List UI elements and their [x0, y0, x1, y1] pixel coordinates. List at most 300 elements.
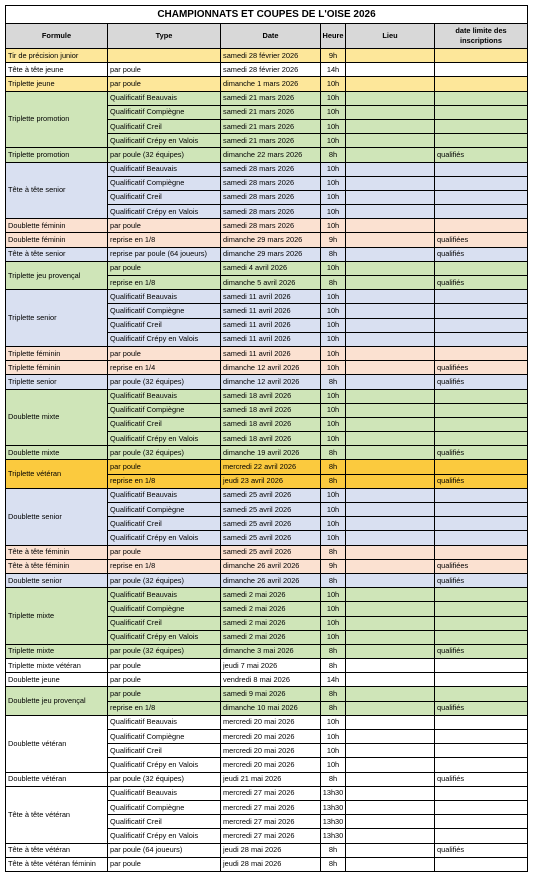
cell-date-limite: qualifiés — [435, 843, 528, 857]
cell-date-limite — [435, 290, 528, 304]
cell-date: samedi 9 mai 2026 — [221, 687, 321, 701]
cell-type: Qualificatif Crépy en Valois — [108, 205, 221, 219]
cell-type: Qualificatif Beauvais — [108, 786, 221, 800]
header-date-limite: date limite des inscriptions — [435, 24, 528, 49]
cell-date: dimanche 12 avril 2026 — [221, 361, 321, 375]
cell-heure: 8h — [321, 375, 346, 389]
cell-type: Qualificatif Compiègne — [108, 800, 221, 814]
cell-date: samedi 25 avril 2026 — [221, 531, 321, 545]
cell-lieu — [346, 389, 435, 403]
cell-lieu — [346, 772, 435, 786]
cell-heure: 10h — [321, 758, 346, 772]
cell-date: jeudi 7 mai 2026 — [221, 659, 321, 673]
cell-type: par poule (64 joueurs) — [108, 843, 221, 857]
cell-type: Qualificatif Beauvais — [108, 588, 221, 602]
cell-heure: 8h — [321, 687, 346, 701]
cell-heure: 10h — [321, 219, 346, 233]
table-row — [6, 588, 528, 602]
cell-lieu — [346, 332, 435, 346]
cell-type: par poule — [108, 687, 221, 701]
cell-heure: 10h — [321, 389, 346, 403]
cell-date: jeudi 23 avril 2026 — [221, 474, 321, 488]
table-row — [6, 573, 528, 587]
cell-formule: Triplette promotion — [6, 148, 108, 162]
cell-date-limite — [435, 857, 528, 871]
table-row — [6, 162, 528, 176]
cell-date-limite — [435, 162, 528, 176]
cell-type: reprise en 1/8 — [108, 233, 221, 247]
cell-date-limite — [435, 815, 528, 829]
cell-date: samedi 11 avril 2026 — [221, 304, 321, 318]
cell-type: Qualificatif Compiègne — [108, 503, 221, 517]
cell-date: mercredi 27 mai 2026 — [221, 786, 321, 800]
cell-type: Qualificatif Beauvais — [108, 290, 221, 304]
cell-type: par poule — [108, 219, 221, 233]
cell-type: par poule — [108, 63, 221, 77]
cell-date-limite — [435, 261, 528, 275]
cell-heure: 10h — [321, 744, 346, 758]
cell-lieu — [346, 843, 435, 857]
cell-heure: 9h — [321, 233, 346, 247]
cell-date: jeudi 28 mai 2026 — [221, 843, 321, 857]
cell-type: par poule — [108, 857, 221, 871]
cell-date-limite — [435, 800, 528, 814]
cell-type: par poule — [108, 77, 221, 91]
table-row — [6, 446, 528, 460]
cell-formule: Doublette féminin — [6, 219, 108, 233]
cell-type: Qualificatif Creil — [108, 119, 221, 133]
cell-lieu — [346, 758, 435, 772]
table-row — [6, 673, 528, 687]
cell-formule: Triplette féminin — [6, 361, 108, 375]
cell-formule: Doublette senior — [6, 488, 108, 545]
cell-formule: Tête à tête vétéran — [6, 786, 108, 843]
cell-date-limite: qualifiés — [435, 573, 528, 587]
table-row — [6, 233, 528, 247]
table-row — [6, 290, 528, 304]
cell-type: Qualificatif Creil — [108, 744, 221, 758]
cell-lieu — [346, 644, 435, 658]
cell-date-limite — [435, 517, 528, 531]
cell-lieu — [346, 105, 435, 119]
cell-date: samedi 28 mars 2026 — [221, 205, 321, 219]
cell-type: Qualificatif Crépy en Valois — [108, 332, 221, 346]
cell-heure: 10h — [321, 602, 346, 616]
cell-heure: 10h — [321, 503, 346, 517]
cell-date-limite — [435, 602, 528, 616]
cell-lieu — [346, 559, 435, 573]
cell-heure: 10h — [321, 190, 346, 204]
cell-date-limite — [435, 346, 528, 360]
cell-date: samedi 21 mars 2026 — [221, 105, 321, 119]
table-row — [6, 63, 528, 77]
cell-lieu — [346, 460, 435, 474]
cell-heure: 8h — [321, 474, 346, 488]
cell-type: Qualificatif Compiègne — [108, 105, 221, 119]
cell-type: reprise en 1/8 — [108, 701, 221, 715]
header-lieu: Lieu — [346, 24, 435, 49]
cell-heure: 8h — [321, 276, 346, 290]
cell-lieu — [346, 49, 435, 63]
table-row — [6, 389, 528, 403]
cell-formule: Triplette jeu provençal — [6, 261, 108, 289]
cell-date-limite: qualifiés — [435, 148, 528, 162]
cell-date: samedi 25 avril 2026 — [221, 545, 321, 559]
cell-lieu — [346, 687, 435, 701]
cell-heure: 10h — [321, 361, 346, 375]
cell-date-limite — [435, 77, 528, 91]
cell-date-limite — [435, 616, 528, 630]
cell-heure: 10h — [321, 119, 346, 133]
cell-lieu — [346, 503, 435, 517]
cell-lieu — [346, 233, 435, 247]
cell-date: samedi 28 mars 2026 — [221, 190, 321, 204]
cell-date-limite — [435, 758, 528, 772]
cell-heure: 10h — [321, 290, 346, 304]
cell-date-limite — [435, 318, 528, 332]
cell-date-limite: qualifiés — [435, 446, 528, 460]
cell-type — [108, 49, 221, 63]
cell-lieu — [346, 659, 435, 673]
cell-date-limite — [435, 460, 528, 474]
cell-formule: Doublette jeu provençal — [6, 687, 108, 715]
cell-formule: Doublette féminin — [6, 233, 108, 247]
cell-lieu — [346, 588, 435, 602]
table-row — [6, 91, 528, 105]
championship-table — [5, 5, 528, 872]
cell-date-limite — [435, 219, 528, 233]
cell-date-limite — [435, 673, 528, 687]
cell-formule: Tête à tête vétéran féminin — [6, 857, 108, 871]
cell-lieu — [346, 744, 435, 758]
cell-formule: Tête à tête jeune — [6, 63, 108, 77]
cell-type: reprise en 1/8 — [108, 474, 221, 488]
cell-date-limite — [435, 432, 528, 446]
cell-type: Qualificatif Crépy en Valois — [108, 432, 221, 446]
cell-formule: Doublette mixte — [6, 446, 108, 460]
cell-heure: 14h — [321, 63, 346, 77]
cell-type: par poule — [108, 460, 221, 474]
cell-heure: 10h — [321, 105, 346, 119]
cell-date: dimanche 26 avril 2026 — [221, 573, 321, 587]
table-row — [6, 687, 528, 701]
cell-lieu — [346, 247, 435, 261]
cell-heure: 10h — [321, 730, 346, 744]
cell-lieu — [346, 616, 435, 630]
cell-date: dimanche 5 avril 2026 — [221, 276, 321, 290]
cell-date: samedi 11 avril 2026 — [221, 346, 321, 360]
cell-formule: Triplette promotion — [6, 91, 108, 148]
cell-formule: Triplette vétéran — [6, 460, 108, 488]
cell-heure: 8h — [321, 247, 346, 261]
table-row — [6, 361, 528, 375]
cell-heure: 10h — [321, 531, 346, 545]
table-row — [6, 772, 528, 786]
cell-date-limite — [435, 503, 528, 517]
cell-lieu — [346, 800, 435, 814]
cell-date: samedi 2 mai 2026 — [221, 616, 321, 630]
cell-date-limite — [435, 176, 528, 190]
cell-lieu — [346, 375, 435, 389]
table-body — [6, 49, 528, 872]
cell-heure: 9h — [321, 559, 346, 573]
cell-date: samedi 18 avril 2026 — [221, 389, 321, 403]
cell-date: dimanche 22 mars 2026 — [221, 148, 321, 162]
cell-type: Qualificatif Creil — [108, 517, 221, 531]
cell-lieu — [346, 857, 435, 871]
cell-type: Qualificatif Creil — [108, 417, 221, 431]
cell-date-limite — [435, 105, 528, 119]
cell-type: Qualificatif Beauvais — [108, 91, 221, 105]
cell-heure: 10h — [321, 91, 346, 105]
table-row — [6, 857, 528, 871]
cell-lieu — [346, 517, 435, 531]
cell-lieu — [346, 715, 435, 729]
table-row — [6, 843, 528, 857]
table-row — [6, 49, 528, 63]
cell-date: samedi 28 mars 2026 — [221, 176, 321, 190]
cell-heure: 8h — [321, 644, 346, 658]
cell-date-limite: qualifiés — [435, 772, 528, 786]
cell-date: samedi 28 mars 2026 — [221, 219, 321, 233]
cell-date: samedi 25 avril 2026 — [221, 517, 321, 531]
cell-lieu — [346, 219, 435, 233]
header-row — [6, 24, 528, 49]
cell-heure: 8h — [321, 446, 346, 460]
cell-heure: 10h — [321, 134, 346, 148]
cell-date: dimanche 19 avril 2026 — [221, 446, 321, 460]
cell-lieu — [346, 829, 435, 843]
cell-lieu — [346, 786, 435, 800]
cell-date: samedi 4 avril 2026 — [221, 261, 321, 275]
cell-heure: 10h — [321, 205, 346, 219]
cell-date-limite — [435, 687, 528, 701]
cell-date-limite — [435, 134, 528, 148]
cell-date-limite — [435, 531, 528, 545]
cell-date: samedi 21 mars 2026 — [221, 91, 321, 105]
cell-heure: 8h — [321, 460, 346, 474]
cell-heure: 10h — [321, 261, 346, 275]
table-row — [6, 545, 528, 559]
cell-date: mercredi 27 mai 2026 — [221, 815, 321, 829]
cell-heure: 10h — [321, 417, 346, 431]
cell-lieu — [346, 190, 435, 204]
cell-type: par poule (32 équipes) — [108, 446, 221, 460]
cell-lieu — [346, 602, 435, 616]
header-heure: Heure — [321, 24, 346, 49]
cell-date-limite — [435, 715, 528, 729]
cell-date: samedi 28 mars 2026 — [221, 162, 321, 176]
cell-date: samedi 2 mai 2026 — [221, 588, 321, 602]
cell-type: Qualificatif Compiègne — [108, 602, 221, 616]
cell-date: dimanche 3 mai 2026 — [221, 644, 321, 658]
cell-lieu — [346, 417, 435, 431]
cell-lieu — [346, 148, 435, 162]
cell-lieu — [346, 276, 435, 290]
cell-date-limite — [435, 63, 528, 77]
cell-date-limite: qualifiées — [435, 361, 528, 375]
cell-formule: Triplette mixte — [6, 644, 108, 658]
cell-date: samedi 2 mai 2026 — [221, 630, 321, 644]
cell-date-limite: qualifiées — [435, 559, 528, 573]
cell-date: dimanche 26 avril 2026 — [221, 559, 321, 573]
cell-heure: 14h — [321, 673, 346, 687]
cell-formule: Triplette senior — [6, 290, 108, 347]
cell-heure: 10h — [321, 318, 346, 332]
cell-date: samedi 11 avril 2026 — [221, 318, 321, 332]
cell-heure: 8h — [321, 772, 346, 786]
cell-heure: 10h — [321, 332, 346, 346]
cell-date: samedi 18 avril 2026 — [221, 403, 321, 417]
cell-date: samedi 21 mars 2026 — [221, 119, 321, 133]
cell-date-limite — [435, 829, 528, 843]
cell-heure: 10h — [321, 346, 346, 360]
cell-formule: Doublette mixte — [6, 389, 108, 446]
table-row — [6, 659, 528, 673]
cell-formule: Triplette mixte vétéran — [6, 659, 108, 673]
cell-heure: 10h — [321, 517, 346, 531]
cell-date-limite — [435, 545, 528, 559]
cell-lieu — [346, 573, 435, 587]
cell-lieu — [346, 730, 435, 744]
cell-type: Qualificatif Beauvais — [108, 162, 221, 176]
cell-date: samedi 21 mars 2026 — [221, 134, 321, 148]
cell-date-limite — [435, 744, 528, 758]
cell-type: Qualificatif Creil — [108, 815, 221, 829]
cell-heure: 8h — [321, 148, 346, 162]
cell-lieu — [346, 346, 435, 360]
cell-date-limite — [435, 49, 528, 63]
cell-heure: 10h — [321, 588, 346, 602]
table-row — [6, 375, 528, 389]
cell-heure: 8h — [321, 573, 346, 587]
cell-type: Qualificatif Crépy en Valois — [108, 829, 221, 843]
cell-lieu — [346, 432, 435, 446]
table-row — [6, 261, 528, 275]
cell-lieu — [346, 162, 435, 176]
cell-lieu — [346, 403, 435, 417]
cell-lieu — [346, 77, 435, 91]
cell-formule: Tête à tête féminin — [6, 559, 108, 573]
cell-date-limite — [435, 304, 528, 318]
table-row — [6, 247, 528, 261]
cell-heure: 8h — [321, 545, 346, 559]
cell-date: samedi 11 avril 2026 — [221, 290, 321, 304]
cell-formule: Tête à tête féminin — [6, 545, 108, 559]
cell-type: par poule — [108, 673, 221, 687]
cell-type: Qualificatif Crépy en Valois — [108, 630, 221, 644]
cell-heure: 13h30 — [321, 829, 346, 843]
cell-date-limite — [435, 91, 528, 105]
cell-date: dimanche 10 mai 2026 — [221, 701, 321, 715]
cell-date-limite — [435, 630, 528, 644]
cell-lieu — [346, 361, 435, 375]
table-row — [6, 77, 528, 91]
cell-date-limite — [435, 417, 528, 431]
cell-date: mercredi 20 mai 2026 — [221, 744, 321, 758]
cell-date: mercredi 27 mai 2026 — [221, 829, 321, 843]
cell-type: Qualificatif Crépy en Valois — [108, 134, 221, 148]
cell-lieu — [346, 673, 435, 687]
cell-lieu — [346, 91, 435, 105]
cell-formule: Triplette mixte — [6, 588, 108, 645]
cell-type: Qualificatif Compiègne — [108, 176, 221, 190]
cell-heure: 10h — [321, 630, 346, 644]
cell-date-limite — [435, 190, 528, 204]
table-row — [6, 786, 528, 800]
cell-type: Qualificatif Compiègne — [108, 730, 221, 744]
cell-date: jeudi 21 mai 2026 — [221, 772, 321, 786]
cell-type: par poule (32 équipes) — [108, 772, 221, 786]
cell-formule: Doublette jeune — [6, 673, 108, 687]
cell-formule: Triplette jeune — [6, 77, 108, 91]
cell-heure: 8h — [321, 659, 346, 673]
cell-date: jeudi 28 mai 2026 — [221, 857, 321, 871]
cell-formule: Triplette féminin — [6, 346, 108, 360]
cell-formule: Tir de précision junior — [6, 49, 108, 63]
cell-lieu — [346, 531, 435, 545]
cell-lieu — [346, 119, 435, 133]
cell-formule: Triplette senior — [6, 375, 108, 389]
cell-lieu — [346, 318, 435, 332]
cell-heure: 10h — [321, 715, 346, 729]
cell-date-limite: qualifiés — [435, 474, 528, 488]
cell-lieu — [346, 474, 435, 488]
cell-heure: 10h — [321, 488, 346, 502]
cell-date-limite — [435, 730, 528, 744]
cell-date-limite: qualifiés — [435, 701, 528, 715]
cell-type: par poule (32 équipes) — [108, 375, 221, 389]
cell-date: samedi 28 février 2026 — [221, 63, 321, 77]
cell-type: Qualificatif Creil — [108, 318, 221, 332]
cell-heure: 10h — [321, 176, 346, 190]
cell-type: reprise en 1/8 — [108, 559, 221, 573]
cell-heure: 10h — [321, 162, 346, 176]
table-row — [6, 644, 528, 658]
cell-formule: Tête à tête senior — [6, 247, 108, 261]
cell-heure: 8h — [321, 701, 346, 715]
cell-formule: Doublette senior — [6, 573, 108, 587]
table-row — [6, 219, 528, 233]
cell-heure: 10h — [321, 403, 346, 417]
cell-heure: 9h — [321, 49, 346, 63]
cell-heure: 13h30 — [321, 786, 346, 800]
cell-lieu — [346, 701, 435, 715]
cell-date-limite: qualifiées — [435, 233, 528, 247]
cell-date: dimanche 1 mars 2026 — [221, 77, 321, 91]
cell-lieu — [346, 488, 435, 502]
cell-type: Qualificatif Beauvais — [108, 389, 221, 403]
cell-date-limite — [435, 205, 528, 219]
table-title: CHAMPIONNATS ET COUPES DE L'OISE 2026 — [5, 5, 528, 23]
cell-type: par poule — [108, 659, 221, 673]
cell-formule: Tête à tête senior — [6, 162, 108, 219]
table-row — [6, 148, 528, 162]
cell-date-limite — [435, 659, 528, 673]
cell-lieu — [346, 261, 435, 275]
cell-type: par poule — [108, 261, 221, 275]
cell-date: samedi 28 février 2026 — [221, 49, 321, 63]
cell-date-limite: qualifiés — [435, 247, 528, 261]
cell-formule: Doublette vétéran — [6, 772, 108, 786]
cell-lieu — [346, 630, 435, 644]
cell-type: reprise en 1/4 — [108, 361, 221, 375]
cell-type: reprise par poule (64 joueurs) — [108, 247, 221, 261]
cell-date: dimanche 29 mars 2026 — [221, 247, 321, 261]
cell-type: Qualificatif Compiègne — [108, 304, 221, 318]
header-type: Type — [108, 24, 221, 49]
cell-date-limite — [435, 403, 528, 417]
